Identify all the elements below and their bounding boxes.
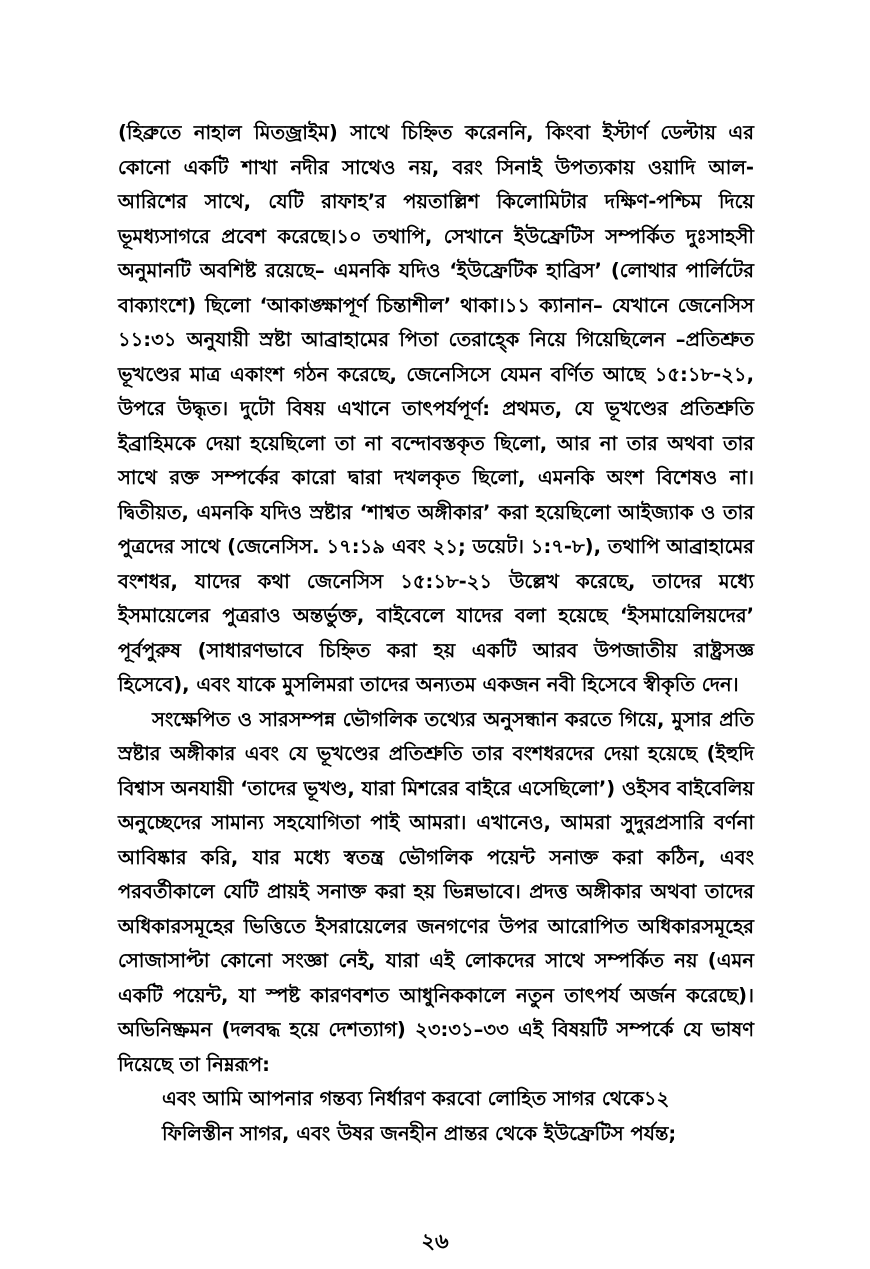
body-text [118,116,754,1151]
quote-line-2: ফিলিস্তীন সাগর, এবং উষর জনহীন প্রান্তর থেকে ইউফ্রেটিস পর্যন্ত; [162,1121,677,1145]
page-number: ২৬ [421,1229,449,1253]
paragraph-1: (হিব্রুতে নাহাল মিতজ্রাইম) সাথে চিহ্নিত করেননি, কিংবা ইস্টার্ণ ডেল্টায় এর কোনো একটি শাখা নদীর সাথেও নয়, বরং সিনাই উপত্যকায় ওয়াদি আল-আরিশের সাথে, যেটি রাফাহ’র পয়তাল্লিশ কিলোমিটার দক্ষিণ-পশ্চিম দিয়ে ভূমধ্যসাগরে প্রবেশ করেছে।১০ তথাপি, সেখানে ইউফ্রেটিস সম্পর্কিত দুঃসাহসী অনুমানটি অবশিষ্ট রয়েছে– এমনকি যদিও ‘ইউফ্রেটিক হাব্রিস’ (লোথার পার্লিটের বাক্যাংশে) ছিলো ‘আকাঙ্ক্ষাপূর্ণ চিন্তাশীল’ থাকা।১১ ক্যানান– যেখানে জেনেসিস ১১:৩১ অনুযায়ী স্রষ্টা আব্রাহামের পিতা তেরাহ্কে নিয়ে গিয়েছিলেন –প্রতিশ্রুত ভূখণ্ডের মাত্র একাংশ গঠন করেছে, জেনেসিসে যেমন বর্ণিত আছে ১৫:১৮-২১, উপরে উদ্ধৃত। দুটো বিষয় এখানে তাৎপর্যপূর্ণ: প্রথমত, যে ভূখণ্ডের প্রতিশ্রুতি ইব্রাহিমকে দেয়া হয়েছিলো তা না বন্দোবস্তকৃত ছিলো, আর না তার অথবা তার সাথে রক্ত সম্পর্কের কারো দ্বারা দখলকৃত ছিলো, এমনকি অংশ বিশেষও না। দ্বিতীয়ত, এমনকি যদিও স্রষ্টার ‘শাশ্বত অঙ্গীকার’ করা হয়েছিলো আইজ্যাক ও তার পুত্রদের সাথে (জেনেসিস. ১৭:১৯ এবং ২১; ডয়েট। ১:৭-৮), তথাপি আব্রাহামের বংশধর, যাদের কথা জেনেসিস ১৫:১৮-২১ উল্লেখ করেছে, তাদের মধ্যে ইসমায়েলের পুত্ররাও অন্তর্ভুক্ত, বাইবেলে যাদের বলা হয়েছে ‘ইসমায়েলিয়দের’ পূর্বপুরুষ (সাধারণভাবে চিহ্নিত করা হয় একটি আরব উপজাতীয় রাষ্ট্রসজ্ঞ হিসেবে), এবং যাকে মুসলিমরা তাদের অন্যতম একজন নবী হিসেবে স্বীকৃতি দেন। [118,121,754,696]
paragraph-2: সংক্ষেপিত ও সারসম্পন্ন ভৌগলিক তথ্যের অনুসন্ধান করতে গিয়ে, মুসার প্রতি স্রষ্টার অঙ্গীকার এবং যে ভূখণ্ডের প্রতিশ্রুতি তার বংশধরদের দেয়া হয়েছে (ইহুদি বিশ্বাস অনযায়ী ‘তাদের ভূখণ্ড, যারা মিশরের বাইরে এসেছিলো’) ওইসব বাইবেলিয় অনুচ্ছেদের সামান্য সহযোগিতা পাই আমরা। এখানেও, আমরা সুদুরপ্রসারি বর্ণনা আবিষ্কার করি, যার মধ্যে স্বতন্ত্র ভৌগলিক পয়েন্ট সনাক্ত করা কঠিন, এবং পরবর্তীকালে যেটি প্রায়ই সনাক্ত করা হয় ভিন্নভাবে। প্রদত্ত অঙ্গীকার অথবা তাদের অধিকারসমূহের ভিত্তিতে ইসরায়েলের জনগণের উপর আরোপিত অধিকারসমূহের সোজাসাপ্টা কোনো সংজ্ঞা নেই, যারা এই লোকদের সাথে সম্পর্কিত নয় (এমন একটি পয়েন্ট, যা স্পষ্ট কারণবশত আধুনিককালে নতুন তাৎপর্য অর্জন করেছে)। অভিনিষ্ক্রমন (দলবদ্ধ হয়ে দেশত্যাগ) ২৩:৩১–৩৩ এই বিষয়টি সম্পর্কে যে ভাষণ দিয়েছে তা নিম্নরূপ: [118,707,754,1076]
quote-line-1: এবং আমি আপনার গন্তব্য নির্ধারণ করবো লোহিত সাগর থেকে১২ [162,1087,670,1110]
